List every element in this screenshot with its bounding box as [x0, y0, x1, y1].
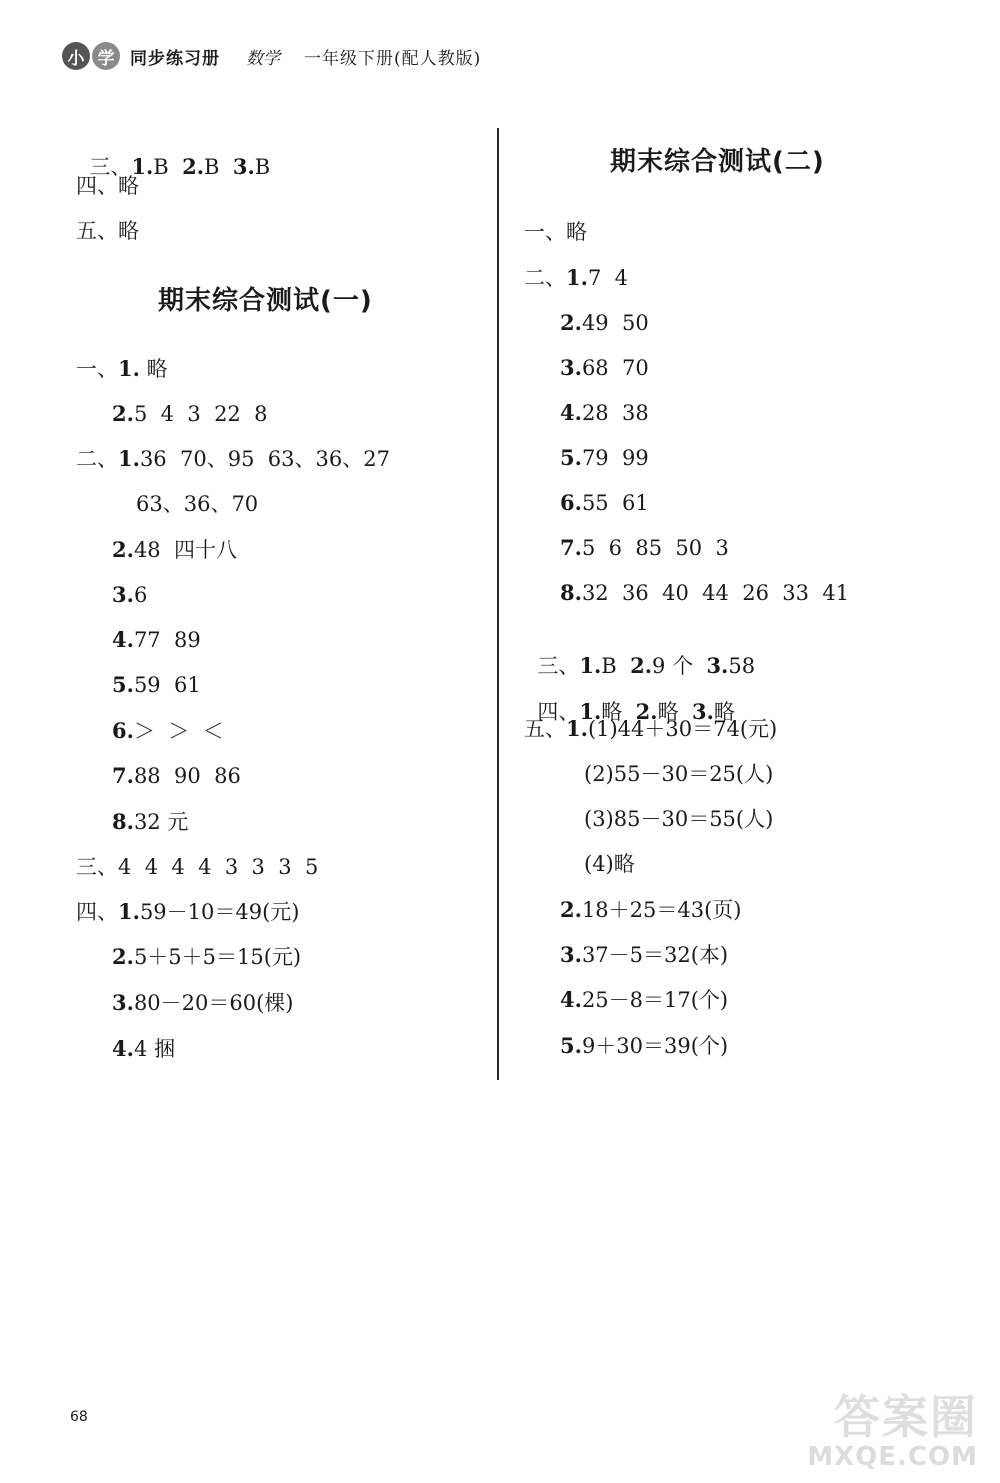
answer-line: 3.37－5＝32(本) [560, 942, 729, 967]
column-divider [497, 128, 499, 1080]
logo-char-1: 小 [62, 42, 90, 70]
answer-line: (3)85－30＝55(人) [584, 807, 774, 831]
section-title-1: 期末综合测试(一) [158, 286, 373, 316]
answer-line: 8.32 36 40 44 26 33 41 [560, 580, 850, 605]
answer-line: 一、1. 略 [76, 356, 168, 381]
answer-line: 五、1.(1)44＋30＝74(元) [524, 716, 778, 741]
answer-line: 三、4 4 4 4 3 3 3 5 [76, 855, 319, 879]
grade-label: 一年级下册(配人教版) [304, 48, 482, 69]
answer-line: 4.4 捆 [112, 1036, 175, 1061]
answer-line: 四、略 [76, 174, 139, 198]
answer-line: 2.18＋25＝43(页) [560, 897, 742, 922]
section-title-2: 期末综合测试(二) [610, 147, 825, 177]
answer-line: 3.80－20＝60(棵) [112, 990, 294, 1015]
answer-line: 一、略 [524, 220, 587, 244]
answer-line: 二、1.7 4 [524, 265, 629, 290]
answer-line: (4)略 [584, 852, 635, 876]
answer-line: 4.25－8＝17(个) [560, 987, 729, 1012]
answer-line: 7.5 6 85 50 3 [560, 535, 729, 560]
subject-label: 数学 [246, 48, 280, 69]
answer-line: 四、1.59－10＝49(元) [76, 899, 300, 924]
answer-line: 五、略 [76, 219, 139, 243]
page-header [62, 38, 481, 74]
answer-line: 4.77 89 [112, 627, 201, 652]
answer-line: 3.68 70 [560, 355, 649, 380]
answer-line: 三、1.B 2.9 个 3.58 [537, 653, 756, 678]
answer-line: 5.59 61 [112, 672, 201, 697]
answer-line: 6.55 61 [560, 490, 649, 515]
answer-line: 2.48 四十八 [112, 537, 238, 562]
answer-line: 2.5 4 3 22 8 [112, 401, 268, 426]
answer-line: 3.6 [112, 582, 148, 607]
answer-line: 7.88 90 86 [112, 763, 241, 788]
logo-char-2: 学 [92, 42, 120, 70]
series-title: 同步练习册 [130, 48, 220, 69]
answer-line: 5.9＋30＝39(个) [560, 1033, 729, 1058]
answer-line: 2.5＋5＋5＝15(元) [112, 944, 302, 969]
brand-logo [62, 42, 122, 70]
watermark-logo: 答案圈 [834, 1390, 978, 1444]
answer-line: 三、1.B 2.B 3.B [89, 154, 271, 179]
answer-line: 四、1.略 2.略 3.略 [537, 699, 735, 724]
page-number: 68 [70, 1409, 88, 1425]
answer-line: 63、36、70 [136, 492, 259, 516]
answer-line: 二、1.36 70、95 63、36、27 [76, 446, 390, 471]
answer-line: (2)55－30＝25(人) [584, 762, 774, 786]
answer-line: 2.49 50 [560, 310, 649, 335]
answer-line: 5.79 99 [560, 445, 649, 470]
answer-line: 8.32 元 [112, 809, 189, 834]
answer-line: 4.28 38 [560, 400, 649, 425]
watermark-url: MXQE.COM [807, 1442, 978, 1472]
answer-line: 6.＞ ＞ ＜ [112, 718, 224, 743]
watermark [807, 1392, 978, 1472]
